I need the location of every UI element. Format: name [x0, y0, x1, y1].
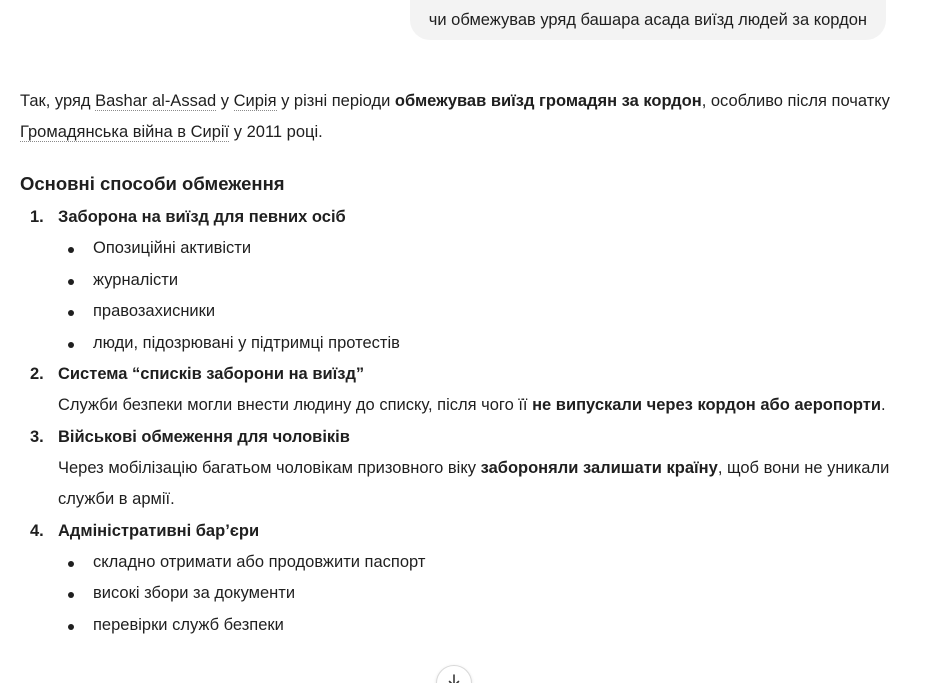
desc-bold: не випускали через кордон або аеропорти	[532, 396, 882, 414]
desc-text: Через мобілізацію багатьом чоловікам призовного віку	[58, 458, 481, 477]
bullet-item: правозахисники	[58, 296, 900, 328]
item-number: 1.	[30, 208, 44, 226]
desc-text-end: .	[881, 396, 886, 414]
section-title: Основні способи обмеження	[20, 173, 285, 194]
item-description	[58, 453, 900, 516]
link-bashar-al-assad[interactable]: Bashar al-Assad	[95, 92, 217, 110]
methods-list	[20, 202, 900, 641]
link-syrian-civil-war[interactable]: Громадянська війна в Сирії	[20, 123, 230, 141]
intro-paragraph	[20, 86, 900, 148]
bullet-item: журналісти	[58, 265, 900, 297]
item-title: Адміністративні бар’єри	[58, 521, 260, 540]
list-item-2	[20, 359, 900, 422]
link-syria[interactable]: Сирія	[233, 92, 277, 110]
bullet-item: складно отримати або продовжити паспорт	[58, 547, 900, 579]
bullet-item: люди, підозрювані у підтримці протестів	[58, 328, 900, 360]
item-title: Військові обмеження для чоловіків	[58, 427, 350, 446]
intro-text-3: у різні періоди	[276, 92, 395, 110]
assistant-answer	[20, 86, 900, 634]
desc-bold: забороняли залишати країну	[480, 458, 718, 477]
item-number: 2.	[30, 365, 44, 383]
item-number: 3.	[30, 427, 44, 446]
intro-text-5: у 2011 році.	[229, 123, 323, 141]
list-item-1	[20, 202, 900, 359]
user-message-bubble	[410, 0, 886, 40]
item-number: 4.	[30, 521, 44, 540]
item-description	[58, 390, 900, 422]
item-title: Заборона на виїзд для певних осіб	[58, 208, 346, 226]
arrow-down-icon	[447, 674, 461, 683]
bullet-list	[58, 233, 900, 359]
bullet-list	[58, 547, 900, 642]
list-item-4	[20, 516, 900, 642]
bullet-item: високі збори за документи	[58, 578, 900, 610]
item-title: Система “списків заборони на виїзд”	[58, 365, 365, 383]
bullet-item: Опозиційні активісти	[58, 233, 900, 265]
intro-text-2: у	[216, 92, 234, 110]
desc-text: Служби безпеки могли внести людину до списку, після чого її	[58, 396, 533, 414]
desc-text-end: , щоб вони не уникали служби в армії.	[58, 458, 890, 508]
list-item-3	[20, 422, 900, 516]
intro-text-4: , особливо після початку	[701, 92, 890, 110]
intro-text-1: Так, уряд	[20, 92, 96, 110]
intro-bold: обмежував виїзд громадян за кордон	[394, 92, 702, 110]
bullet-item: перевірки служб безпеки	[58, 610, 900, 642]
user-message-text: чи обмежував уряд башара асада виїзд людей за кордон	[428, 10, 867, 29]
